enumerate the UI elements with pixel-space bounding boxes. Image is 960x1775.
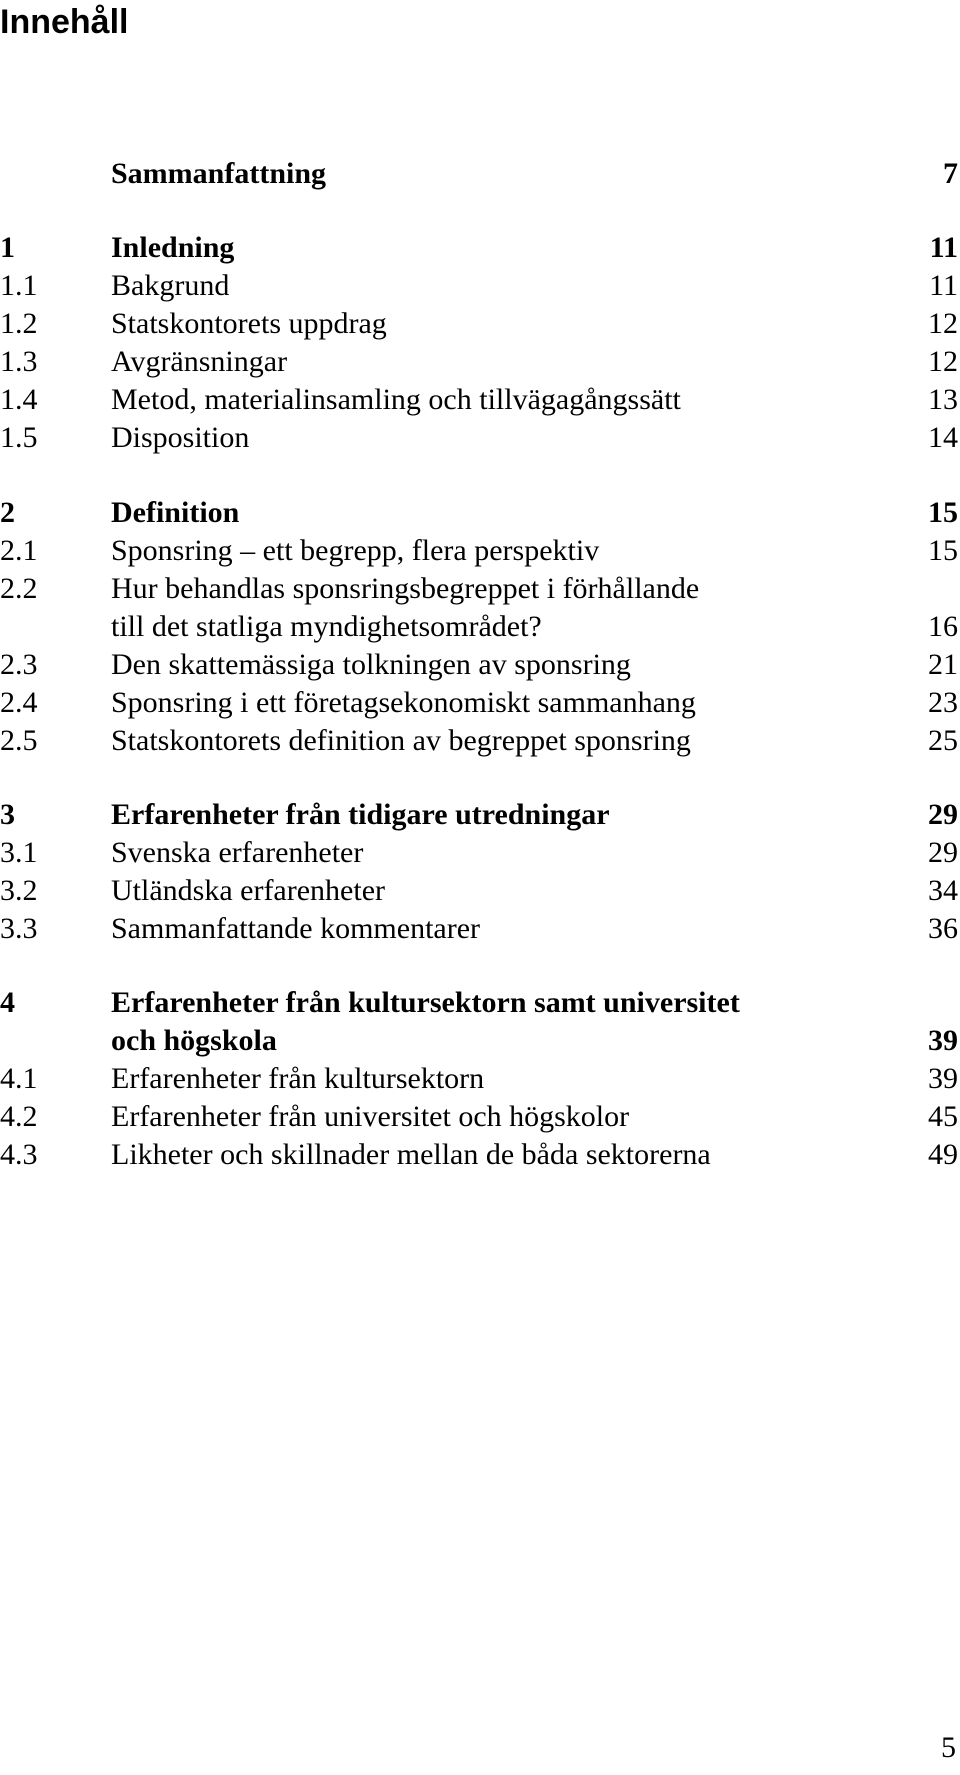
toc-entry-summary [0,156,960,192]
toc-entry-title: Den skattemässiga tolkningen av sponsring [111,648,631,681]
toc-entry-page: 23 [928,686,958,719]
toc-entry-page: 16 [928,610,958,643]
toc-entry-title: Sponsring – ett begrepp, flera perspektiv [111,534,600,567]
toc-entry-number: 3 [0,798,15,831]
toc-section-2-5 [0,723,960,759]
toc-chapter-2 [0,495,960,531]
toc-entry-title: Inledning [111,231,235,264]
toc-entry-page: 49 [928,1138,958,1171]
toc-entry-number: 4.2 [0,1100,38,1133]
toc-entry-number: 3.1 [0,836,38,869]
toc-section-4-3 [0,1137,960,1173]
toc-entry-title: Likheter och skillnader mellan de båda sektorerna [111,1138,711,1171]
toc-section-1-1 [0,268,960,304]
toc-entry-title: Definition [111,496,240,529]
toc-entry-page: 36 [928,912,958,945]
toc-entry-number: 1.2 [0,307,38,340]
toc-entry-number: 2 [0,496,15,529]
toc-entry-page: 12 [928,307,958,340]
toc-section-1-2 [0,306,960,342]
toc-entry-title: Svenska erfarenheter [111,836,364,869]
toc-entry-number: 1.3 [0,345,38,378]
toc-section-2-2 [0,571,960,607]
toc-entry-page: 14 [928,421,958,454]
toc-entry-title: Erfarenheter från tidigare utredningar [111,798,610,831]
toc-entry-title: Erfarenheter från universitet och högskolor [111,1100,630,1133]
toc-entry-page: 13 [928,383,958,416]
toc-entry-number: 4 [0,986,15,1019]
toc-entry-page: 39 [928,1062,958,1095]
toc-entry-page: 12 [928,345,958,378]
toc-entry-title: Metod, materialinsamling och tillvägagångssätt [111,383,681,416]
toc-entry-number: 2.5 [0,724,38,757]
toc-section-2-4 [0,685,960,721]
toc-entry-page: 39 [928,1024,958,1057]
toc-entry-title: Hur behandlas sponsringsbegreppet i förhållande [111,572,700,605]
toc-entry-number: 1.1 [0,269,38,302]
toc-entry-page: 45 [928,1100,958,1133]
toc-section-3-2 [0,873,960,909]
toc-entry-page: 11 [929,269,958,302]
toc-entry-number: 1 [0,231,15,264]
toc-entry-title-continued: till det statliga myndighetsområdet? [111,610,542,643]
toc-entry-title: Utländska erfarenheter [111,874,386,907]
toc-chapter-4 [0,985,960,1021]
toc-section-2-2-continued [0,609,960,645]
toc-entry-page: 15 [928,496,958,529]
toc-entry-page: 15 [928,534,958,567]
toc-entry-title: Statskontorets uppdrag [111,307,387,340]
toc-chapter-1 [0,230,960,266]
toc-entry-number: 2.2 [0,572,38,605]
toc-entry-title: Statskontorets definition av begreppet sponsring [111,724,691,757]
toc-section-3-3 [0,911,960,947]
toc-entry-number: 3.3 [0,912,38,945]
page-title: Innehåll [0,3,129,41]
toc-section-2-3 [0,647,960,683]
toc-section-2-1 [0,533,960,569]
toc-section-3-1 [0,835,960,871]
toc-entry-title: Sammanfattning [111,157,327,190]
toc-section-1-5 [0,420,960,456]
toc-entry-title: Avgränsningar [111,345,288,378]
toc-entry-page: 34 [928,874,958,907]
toc-entry-number: 2.3 [0,648,38,681]
toc-entry-number: 4.1 [0,1062,38,1095]
toc-section-4-1 [0,1061,960,1097]
page-number: 5 [941,1731,956,1764]
toc-entry-page: 7 [943,157,958,190]
toc-entry-number: 2.1 [0,534,38,567]
toc-chapter-3 [0,797,960,833]
toc-entry-title: Erfarenheter från kultursektorn samt universitet [111,986,740,1019]
toc-entry-number: 2.4 [0,686,38,719]
toc-entry-title: Sponsring i ett företagsekonomiskt sammanhang [111,686,696,719]
toc-entry-page: 25 [928,724,958,757]
toc-section-4-2 [0,1099,960,1135]
toc-entry-number: 3.2 [0,874,38,907]
toc-entry-title: Erfarenheter från kultursektorn [111,1062,485,1095]
toc-entry-title: Bakgrund [111,269,230,302]
toc-chapter-4-continued [0,1023,960,1059]
toc-entry-number: 4.3 [0,1138,38,1171]
toc-section-1-3 [0,344,960,380]
toc-entry-number: 1.5 [0,421,38,454]
toc-entry-title-continued: och högskola [111,1024,277,1057]
toc-entry-page: 21 [928,648,958,681]
toc-entry-page: 29 [928,798,958,831]
toc-entry-title: Disposition [111,421,250,454]
toc-entry-number: 1.4 [0,383,38,416]
toc-entry-page: 29 [928,836,958,869]
toc-entry-page: 11 [929,231,958,264]
toc-entry-title: Sammanfattande kommentarer [111,912,481,945]
toc-section-1-4 [0,382,960,418]
